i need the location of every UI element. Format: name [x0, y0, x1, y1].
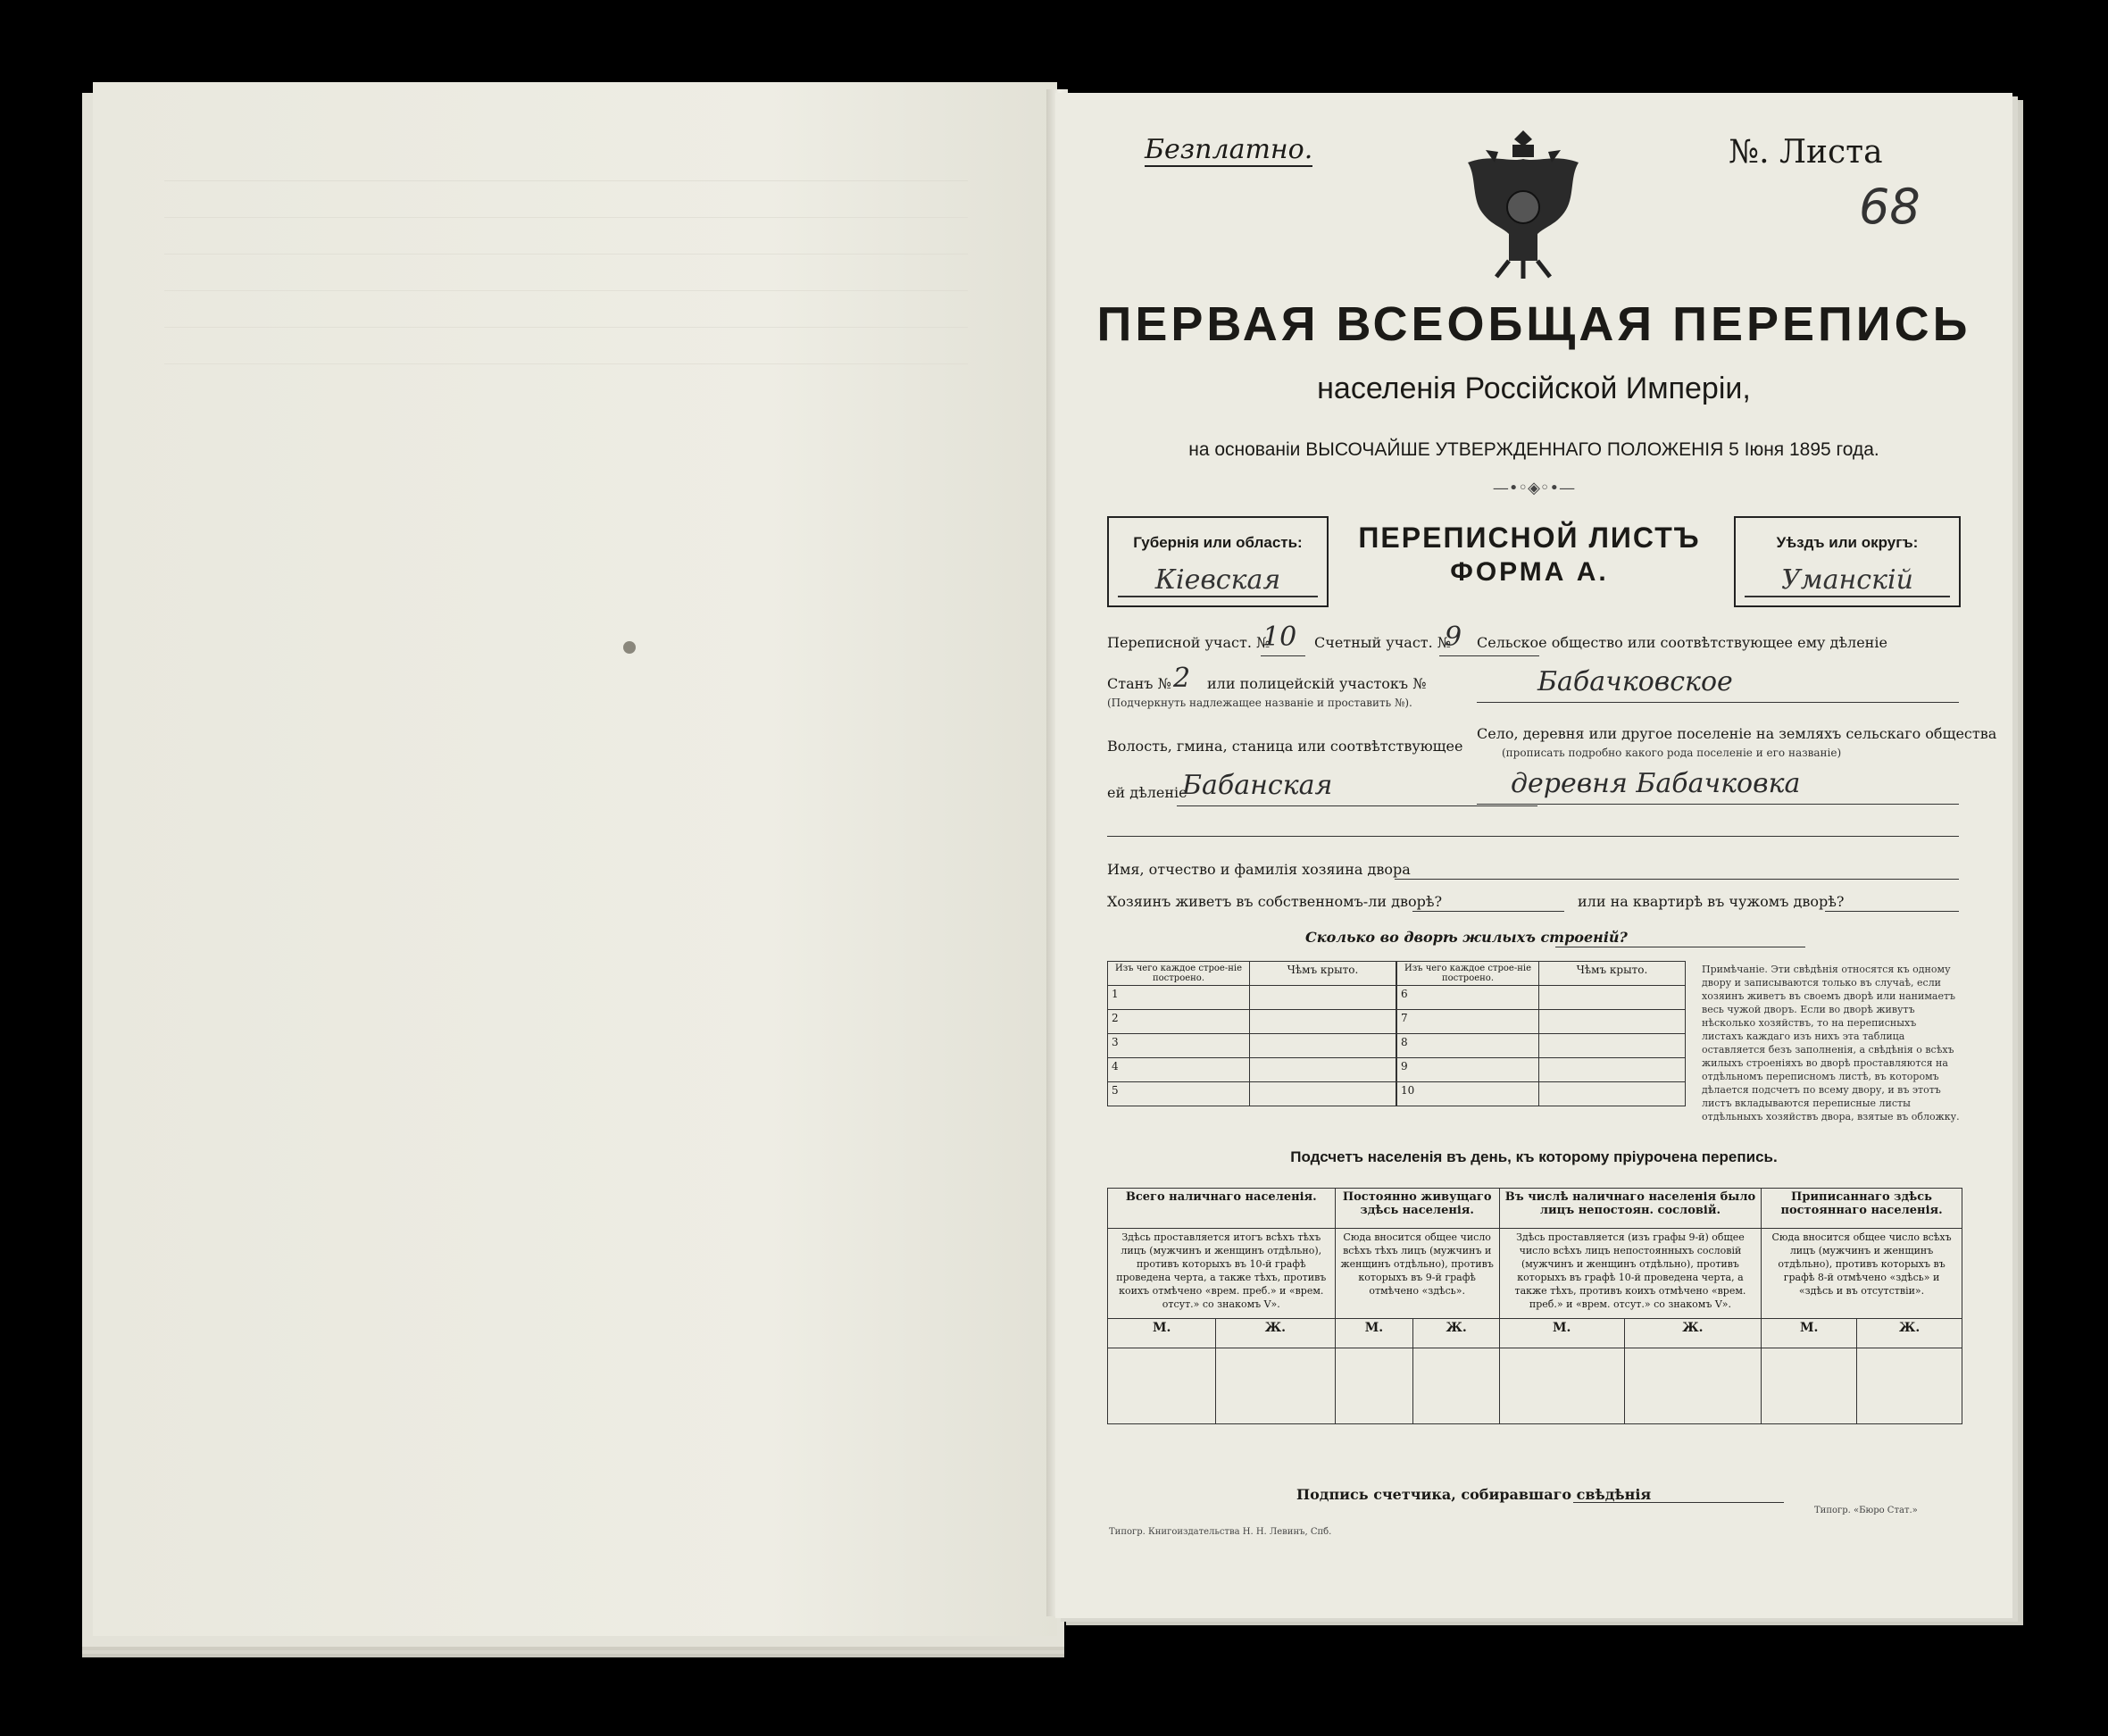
census-subtitle: населенія Россійской Имперіи,: [1317, 371, 1751, 405]
owner-label: Имя, отчество и фамилія хозяина двора: [1107, 861, 1411, 878]
ornament-divider: —•◦◈◦•—: [1492, 479, 1576, 497]
volost-label-2: ей дѣленіе: [1107, 784, 1187, 801]
legal-basis: на основаніи ВЫСОЧАЙШЕ УТВЕРЖДЕННАГО ПОЛОЖЕНІЯ 5 Іюня 1895 года.: [1188, 439, 1879, 460]
province-label: Губернія или область:: [1133, 534, 1303, 551]
province-box: [1107, 516, 1329, 607]
row-number: 7: [1397, 1010, 1539, 1034]
summary-col-title: Въ числѣ наличнаго населенія было лицъ непостоян. сословій.: [1499, 1189, 1761, 1229]
bleed-through-lines: [164, 180, 968, 413]
summary-cell: [1413, 1348, 1499, 1424]
sheet-number-label: №. Листа: [1729, 134, 1883, 171]
female-header: Ж.: [1857, 1319, 1962, 1348]
district-label: Уѣздъ или округъ:: [1776, 534, 1919, 551]
row-number: 2: [1108, 1010, 1250, 1034]
summary-cell: [1108, 1348, 1216, 1424]
male-header: М.: [1499, 1319, 1624, 1348]
summary-col-desc: Сюда вносится общее число всѣхъ тѣхъ лицъ (мужчинъ и женщинъ отдѣльно), противъ которыхъ въ 9-й графѣ отмѣчено «здѣсь».: [1335, 1229, 1499, 1319]
province-value: Кіевская: [1118, 564, 1318, 597]
district-value: Уманскій: [1745, 564, 1950, 597]
row-number: 1: [1108, 986, 1250, 1010]
summary-col-title: Постоянно живущаго здѣсь населенія.: [1335, 1189, 1499, 1229]
summary-col-desc: Сюда вносится общее число всѣхъ лицъ (мужчинъ и женщинъ отдѣльно), противъ которыхъ въ графѣ 8-й отмѣчено «здѣсь» и «здѣсь и въ отсутствіи».: [1762, 1229, 1962, 1319]
row-number: 10: [1397, 1082, 1539, 1106]
census-district-label: Переписной участ. №: [1107, 634, 1271, 651]
col-material: Изъ чего каждое строе-ніе построено.: [1108, 962, 1250, 986]
district-box: [1734, 516, 1961, 607]
buildings-table-left: [1107, 961, 1396, 1106]
counting-district-value: 9: [1445, 622, 1462, 653]
ink-spot: [623, 641, 636, 654]
free-label: Безплатно.: [1145, 134, 1313, 165]
village-note: (прописать подробно какого рода поселеніе и его названіе): [1502, 747, 1842, 759]
village-value: деревня Бабачковка: [1511, 768, 1801, 799]
col-material: Изъ чего каждое строе-ніе построено.: [1397, 962, 1539, 986]
row-number: 4: [1108, 1058, 1250, 1082]
female-header: Ж.: [1624, 1319, 1761, 1348]
village-label: Село, деревня или другое поселеніе на земляхъ сельскаго общества: [1477, 725, 1997, 742]
stan-note: (Подчеркнуть надлежащее названіе и проставить №).: [1107, 697, 1412, 709]
left-page: [93, 82, 1057, 1636]
owner-rented-label: или на квартирѣ въ чужомъ дворѣ?: [1578, 893, 1845, 910]
summary-col-desc: Здѣсь проставляется итогъ всѣхъ тѣхъ лицъ (мужчинъ и женщинъ отдѣльно), противъ которыхъ въ 10-й графѣ проведена черта, а также тѣхъ, противъ коихъ отмѣчено «врем. преб.» и «врем. отсут.» со знакомъ V».: [1108, 1229, 1336, 1319]
stan-suffix: или полицейскій участокъ №: [1207, 675, 1427, 692]
population-summary-table: [1107, 1188, 1962, 1424]
female-header: Ж.: [1216, 1319, 1335, 1348]
printer-right: Типогр. «Бюро Стат.»: [1814, 1506, 1918, 1515]
census-form-page: [1055, 93, 2012, 1618]
summary-cell: [1857, 1348, 1962, 1424]
row-number: 3: [1108, 1034, 1250, 1058]
row-number: 5: [1108, 1082, 1250, 1106]
row-number: 8: [1397, 1034, 1539, 1058]
stan-label: Станъ №: [1107, 675, 1171, 692]
rural-society-value: Бабачковское: [1537, 666, 1733, 697]
col-roof: Чѣмъ крыто.: [1250, 962, 1396, 986]
male-header: М.: [1762, 1319, 1857, 1348]
sheet-number-value: 68: [1859, 179, 1921, 235]
owner-own-yard-label: Хозяинъ живетъ въ собственномъ-ли дворѣ?: [1107, 893, 1443, 910]
form-subtitle: ФОРМА А.: [1450, 557, 1609, 587]
buildings-note: Примѣчаніе. Эти свѣдѣнія относятся къ одному двору и записываются только въ случаѣ, если хозяинъ живетъ въ своемъ дворѣ или нанимаетъ весь чужой дворъ. Если во дворѣ живутъ нѣсколько хозяйствъ, то на переписныхъ листахъ каждаго изъ нихъ эта таблица оставляется безъ заполненія, а свѣдѣнія о всѣхъ жилыхъ строеніяхъ во дворѣ проставляются на отдѣльномъ переписномъ листѣ, въ которомъ дѣлается подсчетъ по всему двору, и въ этотъ листъ вкладываются переписные листы отдѣльныхъ хозяйствъ двора, взятые въ обложку.: [1702, 964, 1960, 1123]
summary-col-title: Всего наличнаго населенія.: [1108, 1189, 1336, 1229]
summary-heading: Подсчетъ населенія въ день, къ которому пріурочена перепись.: [1290, 1148, 1778, 1165]
male-header: М.: [1108, 1319, 1216, 1348]
summary-cell: [1762, 1348, 1857, 1424]
summary-cell: [1499, 1348, 1624, 1424]
buildings-question: Сколько во дворѣ жилыхъ строеній?: [1305, 929, 1628, 946]
summary-col-desc: Здѣсь проставляется (изъ графы 9-й) общее число всѣхъ лицъ непостоянныхъ сословій (мужчинъ и женщинъ отдѣльно), противъ которыхъ въ графѣ 10-й проведена черта, а также тѣхъ, противъ коихъ отмѣчено «врем. преб.» и «врем. отсут.» со знакомъ V».: [1499, 1229, 1761, 1319]
census-district-value: 10: [1262, 622, 1297, 653]
male-header: М.: [1335, 1319, 1413, 1348]
counting-district-label: Счетный участ. №: [1314, 634, 1451, 651]
volost-label: Волость, гмина, станица или соотвѣтствующее: [1107, 738, 1463, 755]
buildings-table-right: [1396, 961, 1686, 1106]
summary-cell: [1335, 1348, 1413, 1424]
volost-value: Бабанская: [1182, 770, 1333, 801]
row-number: 9: [1397, 1058, 1539, 1082]
rural-society-label: Сельское общество или соотвѣтствующее ему дѣленіе: [1477, 634, 1887, 651]
summary-cell: [1216, 1348, 1335, 1424]
stan-value: 2: [1173, 663, 1191, 694]
census-title: ПЕРВАЯ ВСЕОБЩАЯ ПЕРЕПИСЬ: [1096, 297, 1971, 351]
printer-left: Типогр. Книгоиздательства Н. Н. Левинъ, Спб.: [1109, 1527, 1332, 1537]
summary-cell: [1624, 1348, 1761, 1424]
summary-col-title: Приписаннаго здѣсь постояннаго населенія.: [1762, 1189, 1962, 1229]
row-number: 6: [1397, 986, 1539, 1010]
col-roof: Чѣмъ крыто.: [1539, 962, 1686, 986]
double-headed-eagle-emblem: [1455, 127, 1591, 280]
form-title: ПЕРЕПИСНОЙ ЛИСТЪ: [1358, 522, 1701, 554]
female-header: Ж.: [1413, 1319, 1499, 1348]
signature-label: Подпись счетчика, собиравшаго свѣдѣнія: [1296, 1486, 1652, 1503]
